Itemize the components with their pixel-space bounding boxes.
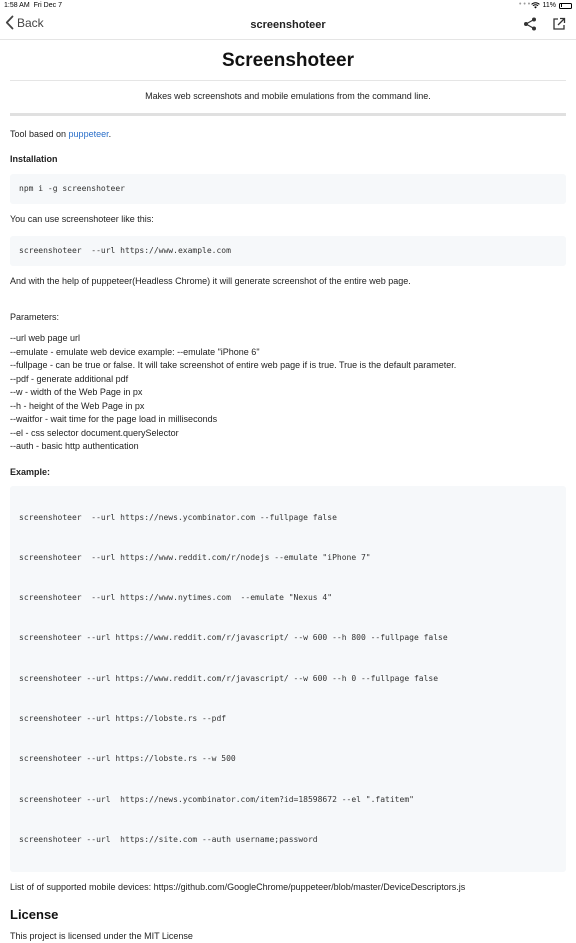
license-heading: License	[10, 907, 59, 923]
back-label: Back	[17, 15, 44, 30]
code-line: screenshoteer --url https://news.ycombinator.com --fullpage false	[19, 512, 337, 522]
examples-code-block	[10, 486, 566, 873]
devices-note: List of of supported mobile devices: https://github.com/GoogleChrome/puppeteer/blob/master/DeviceDescriptors.js	[10, 882, 466, 893]
status-time: 1:58 AM	[4, 2, 30, 9]
code-line: screenshoteer --url https://site.com --auth username;password	[19, 834, 318, 844]
code-line: screenshoteer --url https://www.reddit.com/r/javascript/ --w 600 --h 800 --fullpage false	[19, 633, 448, 643]
navigation-bar	[0, 12, 576, 40]
code-line: screenshoteer --url https://lobste.rs --w 500	[19, 754, 236, 764]
usage-intro: You can use screenshoteer like this:	[10, 214, 154, 224]
example-heading: Example:	[10, 466, 51, 477]
install-code-block: npm i -g screenshoteer	[10, 174, 566, 204]
parameter-item: --emulate - emulate web device example: --emulate "iPhone 6"	[10, 346, 260, 357]
multitasking-dots-icon[interactable]: • • •	[519, 1, 531, 8]
license-text: This project is licensed under the MIT License	[10, 931, 193, 942]
code-line: screenshoteer --url https://lobste.rs --pdf	[19, 713, 227, 723]
status-date: Fri Dec 7	[33, 2, 62, 9]
nav-title: screenshoteer	[250, 19, 326, 31]
page-title: Screenshoteer	[10, 50, 566, 81]
parameter-item: --h - height of the Web Page in px	[10, 400, 145, 411]
open-external-icon[interactable]	[552, 17, 566, 31]
parameters-label: Parameters:	[10, 312, 60, 322]
tool-based-prefix: Tool based on	[10, 129, 69, 139]
parameter-item: --el - css selector document.querySelector	[10, 427, 179, 438]
usage-code-block: screenshoteer --url https://www.example.com	[10, 236, 566, 266]
parameter-item: --auth - basic http authentication	[10, 441, 139, 451]
status-bar	[0, 0, 576, 12]
parameter-item: --waitfor - wait time for the page load in milliseconds	[10, 414, 218, 424]
installation-heading: Installation	[10, 154, 58, 164]
code-line: screenshoteer --url https://www.reddit.com/r/nodejs --emulate "iPhone 7"	[19, 552, 371, 562]
share-icon[interactable]	[523, 17, 537, 31]
parameter-item: --fullpage - can be true or false. It will take screenshot of entire web page if is true. True is the default parameter.	[10, 360, 457, 370]
status-right	[531, 2, 573, 9]
parameter-item: --url web page url	[10, 333, 81, 343]
tagline: Makes web screenshots and mobile emulations from the command line.	[10, 91, 566, 116]
parameter-item: --pdf - generate additional pdf	[10, 373, 129, 384]
battery-icon	[559, 3, 572, 9]
wifi-icon	[531, 2, 540, 9]
tool-based-suffix: .	[108, 129, 112, 139]
status-time-date	[4, 2, 62, 9]
readme-content	[10, 40, 566, 943]
tool-based-text	[10, 128, 566, 141]
headless-note: And with the help of puppeteer(Headless Chrome) it will generate screenshot of the entire web page.	[10, 276, 411, 286]
parameter-item: --w - width of the Web Page in px	[10, 387, 143, 397]
code-line: screenshoteer --url https://www.reddit.com/r/javascript/ --w 600 --h 0 --fullpage false	[19, 673, 439, 683]
code-line: screenshoteer --url https://www.nytimes.com --emulate "Nexus 4"	[19, 593, 333, 603]
puppeteer-link[interactable]: puppeteer	[68, 129, 109, 139]
code-line: screenshoteer --url https://news.ycombinator.com/item?id=18598672 --el ".fatitem"	[19, 794, 414, 804]
nav-actions	[523, 17, 566, 31]
battery-percent: 11%	[542, 2, 556, 9]
parameters-list	[10, 332, 566, 454]
